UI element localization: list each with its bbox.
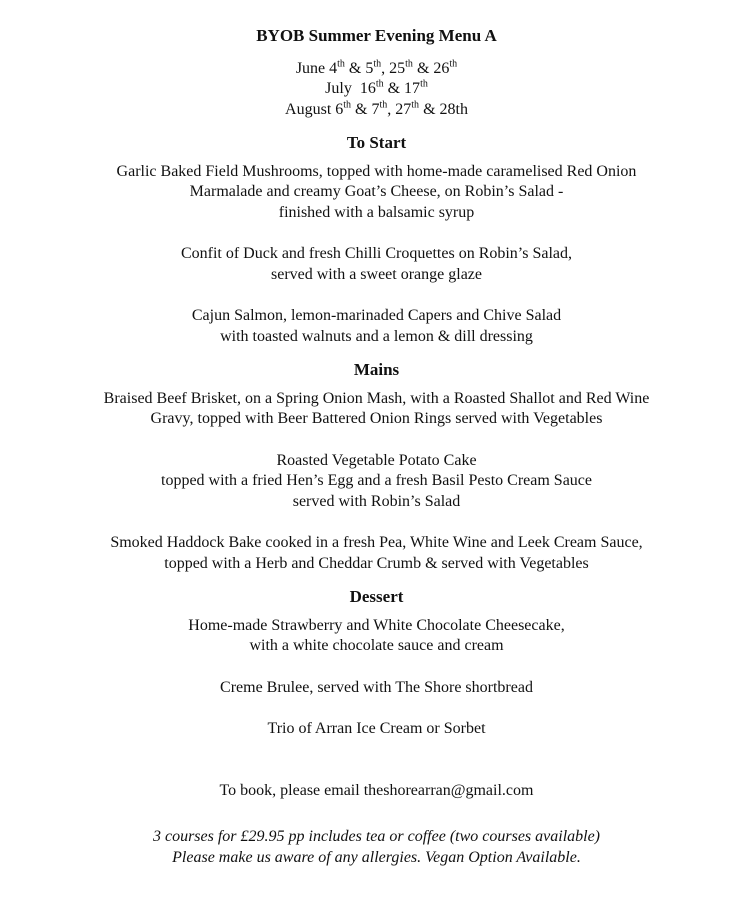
dates-block (0, 59, 753, 121)
date-text: & 17 (383, 80, 421, 97)
item-line: Home-made Strawberry and White Chocolate Cheesecake, (188, 616, 565, 634)
date-text: , 27 (387, 100, 412, 118)
date-text: , 25 (381, 59, 406, 77)
date-text: & 28th (419, 100, 468, 118)
menu-item (0, 678, 753, 699)
item-line: Trio of Arran Ice Cream or Sorbet (267, 720, 486, 737)
section-to-start (0, 133, 753, 347)
footer-line-pricing: 3 courses for £29.95 pp includes tea or coffee (two courses available) (152, 828, 601, 845)
item-line: Gravy, topped with Beer Battered Onion Rings served with Vegetables (150, 410, 603, 427)
footer-notes (0, 827, 753, 868)
date-text: & 5 (344, 59, 374, 77)
item-line: topped with a fried Hen’s Egg and a fresh Basil Pesto Cream Sauce (161, 472, 592, 489)
footer-line-allergies: Please make us aware of any allergies. Vegan Option Available. (172, 848, 581, 866)
date-suffix: th (337, 58, 345, 70)
item-line: with toasted walnuts and a lemon & dill dressing (220, 327, 533, 345)
date-text: June 4 (295, 59, 338, 77)
item-line: Garlic Baked Field Mushrooms, topped with home-made caramelised Red Onion (116, 162, 637, 180)
menu-item (0, 389, 753, 430)
menu-item (0, 244, 753, 285)
date-suffix: th (379, 99, 388, 111)
menu-item (0, 162, 753, 224)
item-line: Confit of Duck and fresh Chilli Croquettes on Robin’s Salad, (180, 245, 573, 262)
item-line: topped with a Herb and Cheddar Crumb & served with Vegetables (164, 554, 589, 572)
date-suffix: th (411, 99, 420, 111)
item-line: Cajun Salmon, lemon-marinaded Capers and Chive Salad (191, 307, 562, 324)
section-mains (0, 360, 753, 574)
item-line: Roasted Vegetable Potato Cake (276, 451, 477, 469)
date-text: & 7 (351, 100, 380, 118)
date-suffix: th (375, 78, 384, 90)
section-dessert (0, 587, 753, 740)
item-line: served with Robin’s Salad (292, 492, 461, 510)
date-suffix: th (405, 58, 413, 70)
menu-item (0, 616, 753, 657)
section-heading: To Start (346, 133, 407, 152)
dates-row-june (0, 59, 753, 80)
date-text: & 26 (412, 59, 450, 77)
menu-title: BYOB Summer Evening Menu A (256, 26, 497, 45)
dates-row-august (0, 100, 753, 121)
menu-item (0, 306, 753, 347)
item-line: finished with a balsamic syrup (278, 203, 475, 221)
date-suffix: th (343, 99, 352, 111)
date-suffix: th (449, 58, 458, 70)
dates-row-july (0, 79, 753, 100)
item-line: served with a sweet orange glaze (270, 265, 482, 283)
date-text: August 6 (285, 100, 344, 118)
date-suffix: th (420, 78, 428, 90)
section-heading: Dessert (349, 587, 404, 606)
item-line: Braised Beef Brisket, on a Spring Onion Mash, with a Roasted Shallot and Red Wine (103, 389, 650, 407)
menu-item (0, 533, 753, 574)
section-heading: Mains (353, 360, 400, 379)
menu-item (0, 719, 753, 740)
booking-info: To book, please email theshorearran@gmail.com (219, 781, 534, 799)
menu-page (0, 26, 753, 868)
item-line: with a white chocolate sauce and cream (249, 637, 504, 654)
item-line: Creme Brulee, served with The Shore shortbread (220, 678, 533, 696)
date-suffix: th (373, 58, 382, 70)
date-text: July 16 (325, 80, 376, 97)
menu-item (0, 451, 753, 513)
item-line: Smoked Haddock Bake cooked in a fresh Pea, White Wine and Leek Cream Sauce, (110, 534, 643, 551)
item-line: Marmalade and creamy Goat’s Cheese, on Robin’s Salad - (189, 183, 564, 200)
